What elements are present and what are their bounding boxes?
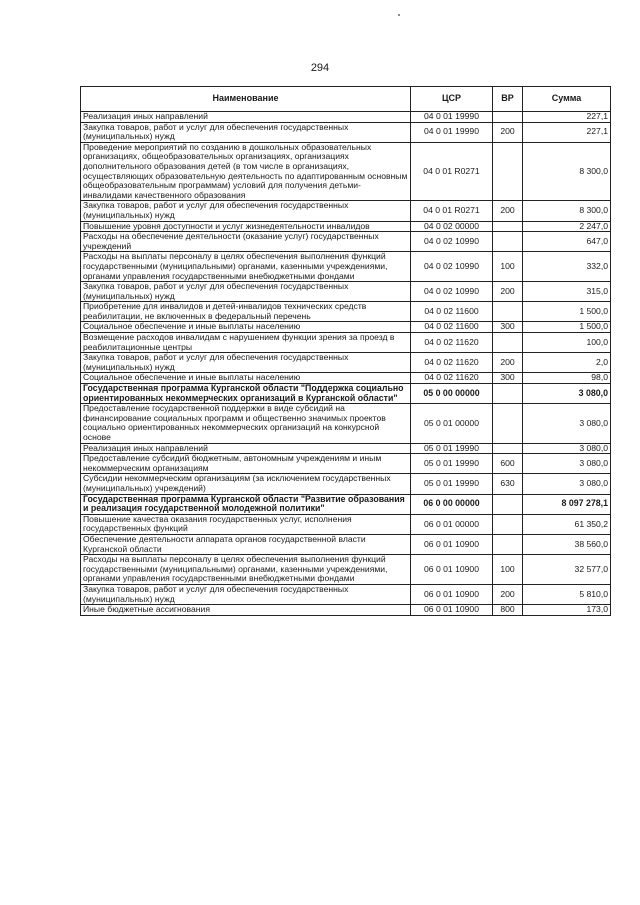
row-sum: 1 500,0 — [523, 302, 611, 322]
row-csr: 06 0 01 10900 — [411, 584, 493, 604]
row-name: Расходы на выплаты персоналу в целях обеспечения выполнения функций государственными (муниципальными) органами, казенными учреждениями, органами управления государственными внебюджетными фондами — [81, 555, 411, 585]
row-csr: 06 0 01 10900 — [411, 605, 493, 616]
row-vr — [493, 112, 523, 123]
row-vr: 300 — [493, 373, 523, 384]
row-name: Возмещение расходов инвалидам с нарушением функции зрения за проезд в реабилитационные центры — [81, 333, 411, 353]
row-vr: 200 — [493, 122, 523, 142]
row-name: Закупка товаров, работ и услуг для обеспечения государственных (муниципальных) нужд — [81, 353, 411, 373]
table-row — [81, 353, 611, 373]
row-name: Проведение мероприятий по созданию в дошкольных образовательных организациях, общеобразовательных организациях, организациях дополнительного образования детей (в том числе в организациях, осуществляющих образовательную деятельность по адаптированным основным общеобразовательным программам) условий для получения детьми-инвалидами качественного образования — [81, 142, 411, 201]
row-name: Повышение качества оказания государственных услуг, исполнения государственных функций — [81, 514, 411, 534]
row-vr — [493, 142, 523, 201]
row-name: Приобретение для инвалидов и детей-инвалидов технических средств реабилитации, не включенных в федеральный перечень — [81, 302, 411, 322]
table-row — [81, 302, 611, 322]
table-row — [81, 534, 611, 554]
table-row — [81, 333, 611, 353]
row-name: Расходы на обеспечение деятельности (оказание услуг) государственных учреждений — [81, 232, 411, 252]
row-sum: 647,0 — [523, 232, 611, 252]
row-name: Предоставление субсидий бюджетным, автономным учреждениям и иным некоммерческим организациям — [81, 454, 411, 474]
row-csr: 05 0 01 19990 — [411, 443, 493, 454]
row-csr: 06 0 01 10900 — [411, 534, 493, 554]
row-sum: 3 080,0 — [523, 443, 611, 454]
table-row — [81, 142, 611, 201]
row-csr: 04 0 01 19990 — [411, 122, 493, 142]
row-csr: 04 0 02 11600 — [411, 302, 493, 322]
row-name: Реализация иных направлений — [81, 112, 411, 123]
row-csr: 05 0 01 00000 — [411, 404, 493, 443]
row-csr: 05 0 01 19990 — [411, 454, 493, 474]
row-vr: 200 — [493, 282, 523, 302]
row-csr: 04 0 02 10990 — [411, 232, 493, 252]
row-csr: 04 0 02 10990 — [411, 252, 493, 282]
table-row — [81, 494, 611, 514]
row-csr: 04 0 02 11620 — [411, 333, 493, 353]
row-vr — [493, 534, 523, 554]
row-csr: 06 0 00 00000 — [411, 494, 493, 514]
table-row — [81, 443, 611, 454]
row-sum: 98,0 — [523, 373, 611, 384]
header-vr: ВР — [493, 87, 523, 112]
row-name: Закупка товаров, работ и услуг для обеспечения государственных (муниципальных) нужд — [81, 282, 411, 302]
row-csr: 06 0 01 00000 — [411, 514, 493, 534]
row-vr — [493, 384, 523, 404]
header-csr: ЦСР — [411, 87, 493, 112]
row-name: Государственная программа Курганской области "Развитие образования и реализация государственной молодежной политики" — [81, 494, 411, 514]
table-row — [81, 122, 611, 142]
row-sum: 2 247,0 — [523, 221, 611, 232]
page-number: 294 — [310, 62, 330, 74]
row-sum: 227,1 — [523, 122, 611, 142]
table-row — [81, 373, 611, 384]
row-name: Предоставление государственной поддержки в виде субсидий на финансирование социальных программ и общественно значимых проектов социально ориентированных некоммерческих организаций на конкурсной основе — [81, 404, 411, 443]
row-vr: 800 — [493, 605, 523, 616]
row-sum: 173,0 — [523, 605, 611, 616]
row-vr — [493, 404, 523, 443]
row-name: Иные бюджетные ассигнования — [81, 605, 411, 616]
row-sum: 1 500,0 — [523, 322, 611, 333]
row-vr — [493, 333, 523, 353]
row-vr: 200 — [493, 353, 523, 373]
table-row — [81, 232, 611, 252]
row-sum: 227,1 — [523, 112, 611, 123]
row-sum: 315,0 — [523, 282, 611, 302]
table-row — [81, 112, 611, 123]
row-name: Обеспечение деятельности аппарата органов государственной власти Курганской области — [81, 534, 411, 554]
table-row — [81, 384, 611, 404]
table-row — [81, 605, 611, 616]
row-sum: 3 080,0 — [523, 384, 611, 404]
row-vr — [493, 494, 523, 514]
scan-speck — [398, 14, 400, 16]
row-name: Субсидии некоммерческим организациям (за исключением государственных (муниципальных) учреждений) — [81, 474, 411, 494]
table-row — [81, 474, 611, 494]
row-sum: 5 810,0 — [523, 584, 611, 604]
table-row — [81, 404, 611, 443]
row-csr: 05 0 00 00000 — [411, 384, 493, 404]
row-name: Государственная программа Курганской области "Поддержка социально ориентированных некоммерческих организаций в Курганской области" — [81, 384, 411, 404]
row-csr: 06 0 01 10900 — [411, 555, 493, 585]
row-sum: 38 560,0 — [523, 534, 611, 554]
row-csr: 04 0 01 R0271 — [411, 142, 493, 201]
table-row — [81, 282, 611, 302]
row-vr: 630 — [493, 474, 523, 494]
row-sum: 3 080,0 — [523, 454, 611, 474]
row-vr: 300 — [493, 322, 523, 333]
row-sum: 3 080,0 — [523, 474, 611, 494]
row-vr: 200 — [493, 201, 523, 221]
row-name: Повышение уровня доступности и услуг жизнедеятельности инвалидов — [81, 221, 411, 232]
row-name: Закупка товаров, работ и услуг для обеспечения государственных (муниципальных) нужд — [81, 201, 411, 221]
budget-table — [80, 86, 611, 616]
row-csr: 04 0 02 10990 — [411, 282, 493, 302]
row-sum: 2,0 — [523, 353, 611, 373]
row-csr: 05 0 01 19990 — [411, 474, 493, 494]
row-vr — [493, 221, 523, 232]
row-vr — [493, 514, 523, 534]
row-sum: 8 097 278,1 — [523, 494, 611, 514]
row-name: Социальное обеспечение и иные выплаты населению — [81, 373, 411, 384]
row-sum: 100,0 — [523, 333, 611, 353]
row-csr: 04 0 01 19990 — [411, 112, 493, 123]
row-vr: 200 — [493, 584, 523, 604]
row-name: Реализация иных направлений — [81, 443, 411, 454]
table-row — [81, 454, 611, 474]
row-sum: 61 350,2 — [523, 514, 611, 534]
table-header-row — [81, 87, 611, 112]
row-vr: 100 — [493, 555, 523, 585]
row-name: Закупка товаров, работ и услуг для обеспечения государственных (муниципальных) нужд — [81, 122, 411, 142]
table-row — [81, 322, 611, 333]
row-vr: 100 — [493, 252, 523, 282]
row-sum: 332,0 — [523, 252, 611, 282]
row-sum: 3 080,0 — [523, 404, 611, 443]
row-csr: 04 0 02 11620 — [411, 373, 493, 384]
row-vr — [493, 443, 523, 454]
header-sum: Сумма — [523, 87, 611, 112]
row-name: Расходы на выплаты персоналу в целях обеспечения выполнения функций государственными (муниципальными) органами, казенными учреждениями, органами управления государственными внебюджетными фондами — [81, 252, 411, 282]
row-name: Социальное обеспечение и иные выплаты населению — [81, 322, 411, 333]
row-csr: 04 0 02 11600 — [411, 322, 493, 333]
table-row — [81, 555, 611, 585]
table-row — [81, 201, 611, 221]
table-row — [81, 514, 611, 534]
table-row — [81, 221, 611, 232]
row-vr — [493, 232, 523, 252]
header-name: Наименование — [81, 87, 411, 112]
row-sum: 8 300,0 — [523, 142, 611, 201]
row-csr: 04 0 01 R0271 — [411, 201, 493, 221]
row-sum: 8 300,0 — [523, 201, 611, 221]
row-vr — [493, 302, 523, 322]
table-row — [81, 252, 611, 282]
row-csr: 04 0 02 00000 — [411, 221, 493, 232]
row-csr: 04 0 02 11620 — [411, 353, 493, 373]
row-sum: 32 577,0 — [523, 555, 611, 585]
row-vr: 600 — [493, 454, 523, 474]
table-row — [81, 584, 611, 604]
row-name: Закупка товаров, работ и услуг для обеспечения государственных (муниципальных) нужд — [81, 584, 411, 604]
